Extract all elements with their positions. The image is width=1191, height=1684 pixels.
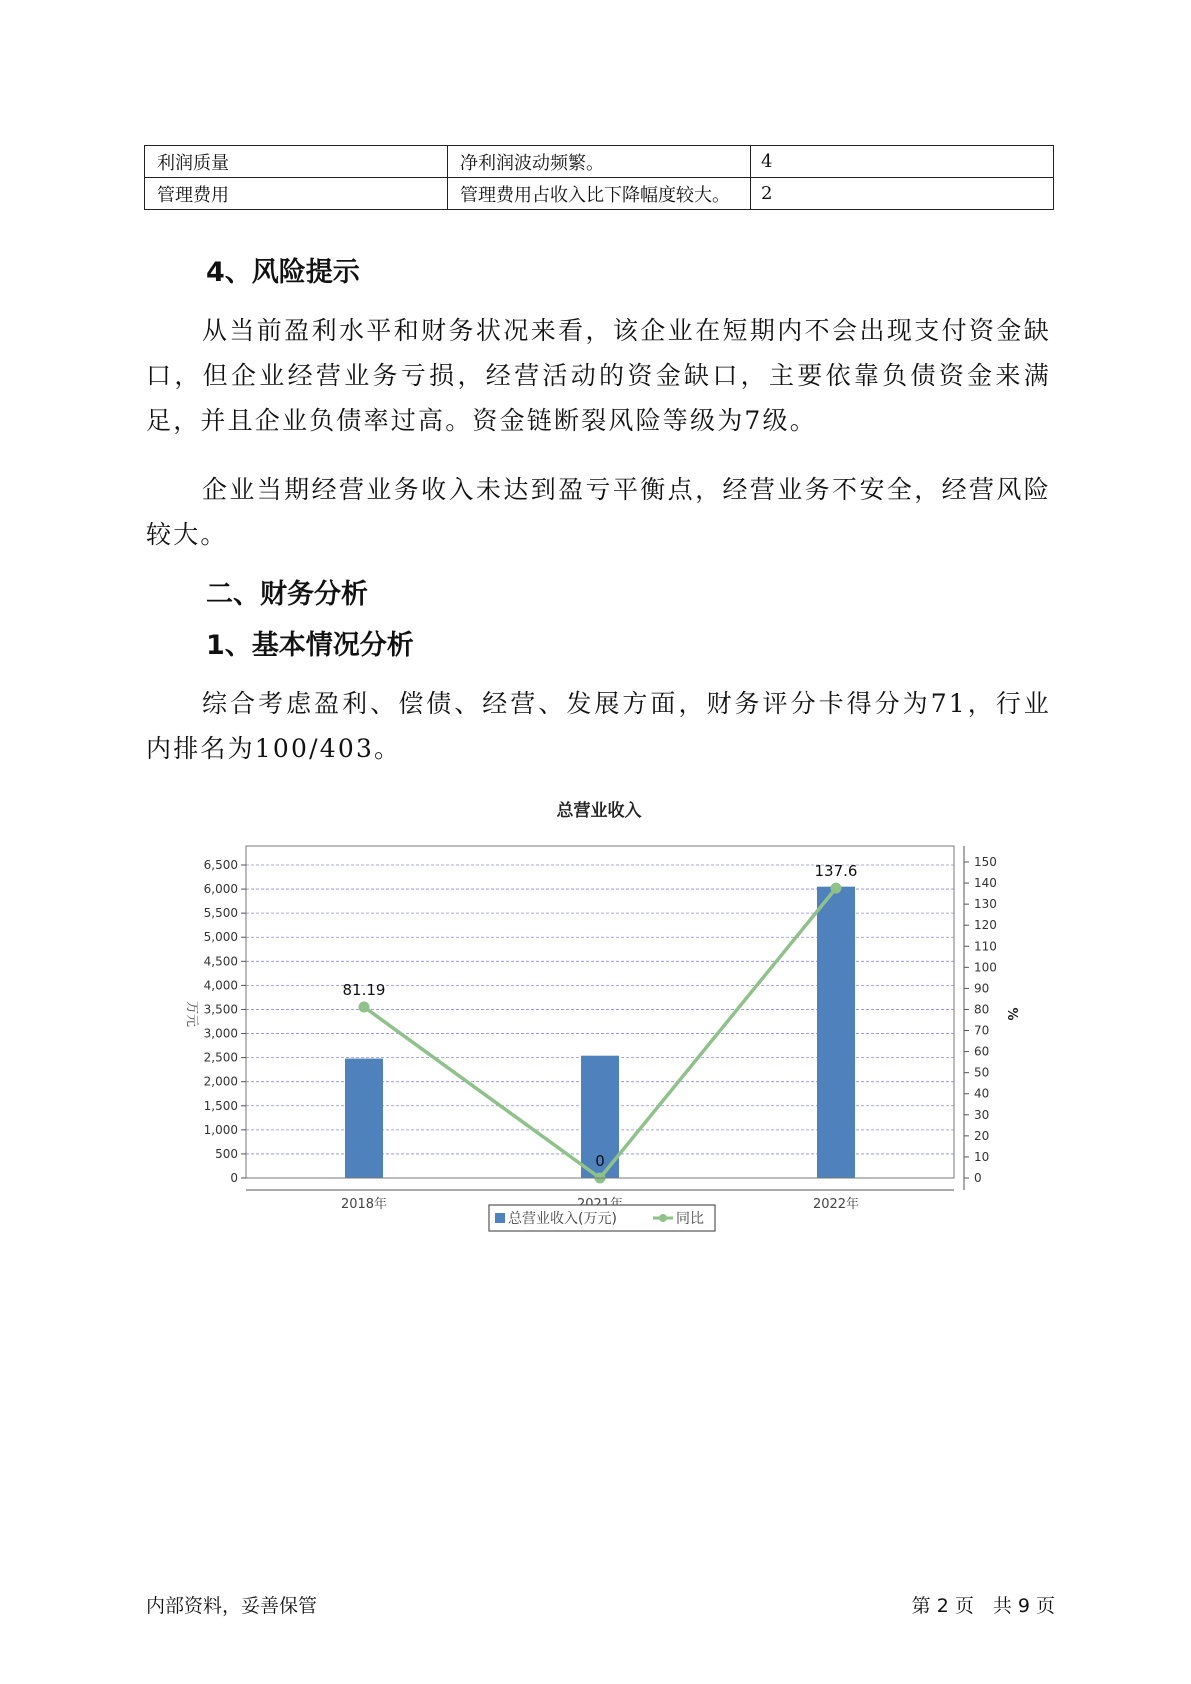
table-cell-score: 2 — [751, 178, 1054, 210]
table-cell-score: 4 — [751, 146, 1054, 178]
indicator-table — [144, 145, 1054, 210]
chart-bars — [342, 887, 855, 1178]
table-cell-item: 管理费用 — [145, 178, 448, 210]
y2-tick-label: 0 — [974, 1171, 982, 1185]
yoy-data-label: 0 — [595, 1152, 605, 1170]
y-tick-label: 6,500 — [203, 858, 238, 872]
y-tick-label: 4,000 — [203, 978, 238, 993]
y2-tick-label: 100 — [974, 960, 997, 975]
y-tick-label: 1,500 — [203, 1098, 238, 1113]
table-cell-desc: 净利润波动频繁。 — [448, 146, 751, 178]
basic-analysis-paragraph: 综合考虑盈利、偿债、经营、发展方面，财务评分卡得分为71，行业内排名为100/403。 — [146, 689, 1051, 763]
yoy-data-label: 137.6 — [814, 862, 858, 881]
revenue-chart — [0, 790, 1191, 1250]
table-cell-desc: 管理费用占收入比下降幅度较大。 — [448, 178, 751, 210]
footer-confidential: 内部资料，妥善保管 — [146, 1595, 318, 1617]
y-tick-label: 3,000 — [203, 1026, 238, 1041]
yoy-point — [831, 883, 842, 894]
legend-label-line: 同比 — [676, 1211, 704, 1227]
y-tick-label: 6,000 — [203, 882, 238, 897]
x-tick-label: 2018年 — [340, 1197, 388, 1212]
table-cell-item: 利润质量 — [145, 146, 448, 178]
chart-legend — [489, 1205, 715, 1231]
chart-title: 总营业收入 — [556, 801, 642, 821]
y2-tick-label: 50 — [974, 1065, 990, 1080]
y2-tick-label: 130 — [974, 897, 997, 912]
yoy-data-label: 81.19 — [342, 980, 386, 999]
y2-tick-label: 120 — [974, 918, 997, 933]
y2-tick-label: 20 — [974, 1128, 990, 1143]
y-tick-label: 5,000 — [203, 930, 238, 945]
y2-tick-label: 80 — [974, 1002, 990, 1017]
risk-heading: 4、风险提示 — [206, 257, 360, 288]
y2-tick-label: 40 — [974, 1086, 990, 1101]
y-axis-title: 万元 — [184, 1000, 199, 1028]
y2-tick-label: 70 — [974, 1023, 990, 1038]
legend-label-bar: 总营业收入(万元) — [508, 1211, 617, 1227]
y-tick-label: 4,500 — [203, 954, 238, 969]
legend-swatch-bar — [495, 1213, 505, 1223]
y2-tick-label: 140 — [974, 876, 997, 891]
y2-axis-title: % — [1004, 1007, 1019, 1021]
legend-swatch-point — [659, 1214, 667, 1222]
y-tick-label: 1,000 — [203, 1122, 238, 1137]
y-tick-label: 5,500 — [203, 906, 238, 921]
table-row — [145, 146, 1054, 178]
y2-tick-label: 150 — [974, 855, 997, 869]
bar-3 — [817, 887, 855, 1178]
y2-tick-label: 60 — [974, 1044, 990, 1059]
basic-analysis-heading: 1、基本情况分析 — [206, 630, 414, 661]
y2-tick-label: 90 — [974, 981, 990, 996]
risk-paragraph-1: 从当前盈利水平和财务状况来看，该企业在短期内不会出现支付资金缺口，但企业经营业务亏损，经营活动的资金缺口，主要依靠负债资金来满足，并且企业负债率过高。资金链断裂风险等级为7级。 — [146, 316, 1051, 435]
table-row — [145, 178, 1054, 210]
y2-tick-label: 110 — [974, 939, 997, 954]
bar-1 — [345, 1059, 383, 1178]
footer-page-number: 第 2 页 共 9 页 — [911, 1595, 1055, 1617]
y-tick-label: 2,000 — [203, 1074, 238, 1089]
risk-paragraph-2: 企业当期经营业务收入未达到盈亏平衡点，经营业务不安全，经营风险较大。 — [146, 475, 1051, 549]
finance-heading: 二、财务分析 — [206, 579, 368, 610]
y-tick-label: 0 — [230, 1171, 238, 1185]
y2-tick-label: 30 — [974, 1107, 990, 1122]
x-tick-label: 2022年 — [812, 1197, 860, 1212]
yoy-point — [359, 1001, 370, 1012]
y-tick-label: 3,500 — [203, 1002, 238, 1017]
y-tick-label: 500 — [215, 1146, 238, 1161]
y-tick-label: 2,500 — [203, 1050, 238, 1065]
y2-tick-label: 10 — [974, 1149, 990, 1164]
